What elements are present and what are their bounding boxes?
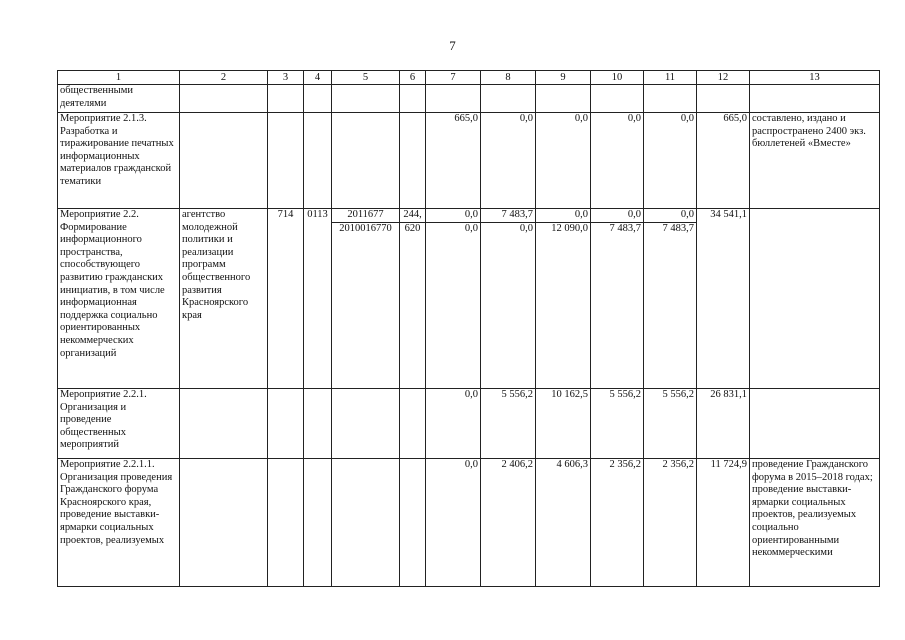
column-header: 11 [644,71,697,85]
value: 7 483,7 [644,222,697,236]
table-cell [426,85,481,113]
value-cell: 0,0 [426,389,481,459]
value-cell: 5 556,2 [644,389,697,459]
table-cell [304,85,332,113]
result-cell: составлено, издано и распространено 2400 экз. бюллетеней «Вместе» [750,113,880,209]
result-cell [750,389,880,459]
column-header: 6 [400,71,426,85]
value-cell [426,209,481,389]
column-header: 2 [180,71,268,85]
table-cell [536,85,591,113]
code-value: 620 [400,222,425,236]
activity-name: Мероприятие 2.2.1. Организация и проведение общественных мероприятий [58,389,180,459]
table-cell [697,85,750,113]
activity-name: Мероприятие 2.2.1.1. Организация проведения Гражданского форума Красноярского края, проведение выставки-ярмарки социальных проектов, реализуемых [58,459,180,587]
code-cell: 0113 [304,209,332,389]
table-cell [481,85,536,113]
total-cell: 11 724,9 [697,459,750,587]
value-cell: 0,0 [426,459,481,587]
table-cell [750,85,880,113]
page-number: 7 [449,38,456,53]
table-row [58,389,880,459]
code-cell [400,209,426,389]
value-cell: 2 406,2 [481,459,536,587]
table-cell [180,389,268,459]
column-header: 7 [426,71,481,85]
table-cell [400,459,426,587]
table-cell [268,459,304,587]
table-cell [644,85,697,113]
value: 7 483,7 [501,209,533,220]
value: 0,0 [464,209,478,220]
value-cell: 2 356,2 [644,459,697,587]
table-cell [400,389,426,459]
table-cell [332,85,400,113]
value-cell: 4 606,3 [536,459,591,587]
column-header: 8 [481,71,536,85]
table-cell [180,459,268,587]
code-value: 2010016770 [332,222,399,236]
column-header: 9 [536,71,591,85]
column-header: 4 [304,71,332,85]
value-cell [644,209,697,389]
column-header: 13 [750,71,880,85]
value: 0,0 [574,209,588,220]
table-row [58,85,880,113]
code-cell: 714 [268,209,304,389]
table-row [58,113,880,209]
column-header: 1 [58,71,180,85]
value: 12 090,0 [536,222,591,236]
value: 0,0 [426,222,481,236]
table-cell [591,85,644,113]
activity-name: общественными деятелями [58,85,180,113]
column-header: 5 [332,71,400,85]
executor-cell: агентство молодежной политики и реализации программ общественного развития Красноярского края [180,209,268,389]
total-cell: 34 541,1 [697,209,750,389]
value: 7 483,7 [591,222,644,236]
value-cell: 2 356,2 [591,459,644,587]
table-row [58,209,880,389]
code-value: 2011677 [347,209,384,220]
value: 0,0 [481,222,536,236]
value-cell: 665,0 [426,113,481,209]
activity-name: Мероприятие 2.2. Формирование информационного пространства, способствующего развитию гражданских инициатив, в том числе информационная поддержка социально ориентированных некоммерческих организаций [58,209,180,389]
table-cell [332,389,400,459]
table-cell [400,113,426,209]
table-header-row [58,71,880,85]
table-cell [332,113,400,209]
table-cell [304,459,332,587]
column-header: 12 [697,71,750,85]
column-header: 3 [268,71,304,85]
column-header: 10 [591,71,644,85]
value: 0,0 [680,209,694,220]
table-cell [332,459,400,587]
value-cell: 5 556,2 [591,389,644,459]
value-cell: 10 162,5 [536,389,591,459]
result-cell: проведение Гражданского форума в 2015–2018 годах; проведение выставки-ярмарки социальных проектов, реализуемых социально ориентированными некоммерческими [750,459,880,587]
budget-table [57,70,880,587]
table-cell [400,85,426,113]
value-cell: 0,0 [591,113,644,209]
total-cell: 26 831,1 [697,389,750,459]
value: 0,0 [627,209,641,220]
value-cell [591,209,644,389]
table-row [58,459,880,587]
value-cell: 0,0 [536,113,591,209]
value-cell: 0,0 [481,113,536,209]
code-value: 244, [403,209,422,220]
table-cell [268,113,304,209]
table-cell [268,85,304,113]
value-cell [481,209,536,389]
value-cell [536,209,591,389]
table-cell [180,85,268,113]
table-cell [304,389,332,459]
total-cell: 665,0 [697,113,750,209]
result-cell [750,209,880,389]
table-cell [268,389,304,459]
value-cell: 5 556,2 [481,389,536,459]
value-cell: 0,0 [644,113,697,209]
table-cell [304,113,332,209]
activity-name: Мероприятие 2.1.3. Разработка и тиражирование печатных информационных материалов гражданской тематики [58,113,180,209]
code-cell [332,209,400,389]
table-cell [180,113,268,209]
